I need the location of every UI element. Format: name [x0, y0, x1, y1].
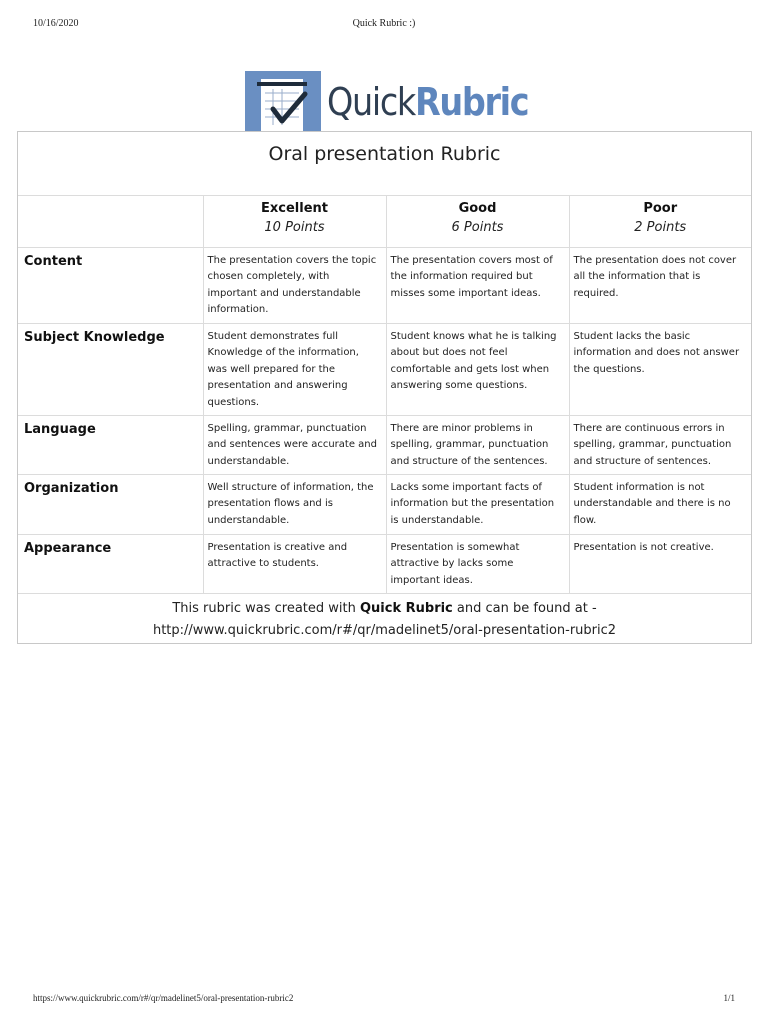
rubric-row-content — [18, 247, 751, 323]
quick-rubric-logo[interactable] — [245, 71, 556, 132]
category-label: Content — [18, 247, 203, 323]
criterion-cell: There are minor problems in spelling, grammar, punctuation and structure of the sentences. — [386, 415, 569, 474]
rubric-checklist-icon — [245, 71, 321, 132]
criterion-cell: The presentation does not cover all the information that is required. — [569, 247, 751, 323]
attribution-suffix: and can be found at - — [452, 601, 597, 616]
logo-word-quick: Quick — [327, 79, 415, 124]
print-footer-url: https://www.quickrubric.com/r#/qr/madelinet5/oral-presentation-rubric2 — [33, 993, 294, 1003]
criterion-cell: Student information is not understandable and there is no flow. — [569, 474, 751, 534]
rubric-title: Oral presentation Rubric — [268, 143, 501, 165]
print-header-date: 10/16/2020 — [33, 18, 79, 29]
rubric-header-row — [18, 195, 751, 247]
rubric-title-bar — [18, 132, 751, 196]
criterion-cell: The presentation covers the topic chosen completely, with important and understandable information. — [203, 247, 386, 323]
rubric-table-container — [17, 131, 752, 644]
category-label: Subject Knowledge — [18, 323, 203, 415]
rubric-checklist-icon-svg — [245, 71, 321, 132]
criterion-cell: Spelling, grammar, punctuation and sentences were accurate and understandable. — [203, 415, 386, 474]
rubric-grid — [18, 195, 751, 594]
level-header-poor — [569, 195, 751, 247]
criterion-cell: Lacks some important facts of information but the presentation is understandable. — [386, 474, 569, 534]
rubric-row-subject-knowledge — [18, 323, 751, 415]
criterion-cell: Presentation is creative and attractive to students. — [203, 534, 386, 593]
logo-word-rubric: Rubric — [414, 79, 529, 124]
criterion-cell: Presentation is somewhat attractive by lacks some important ideas. — [386, 534, 569, 593]
criterion-cell: Student knows what he is talking about but does not feel comfortable and gets lost when answering some questions. — [386, 323, 569, 415]
rubric-corner-cell — [18, 195, 203, 247]
criterion-cell: Well structure of information, the presentation flows and is understandable. — [203, 474, 386, 534]
level-name: Excellent — [261, 201, 328, 216]
level-name: Poor — [643, 201, 678, 216]
attribution-brand: Quick Rubric — [359, 601, 453, 616]
criterion-cell: Student lacks the basic information and does not answer the questions. — [569, 323, 751, 415]
rubric-source-link[interactable]: http://www.quickrubric.com/r#/qr/madelinet5/oral-presentation-rubric2 — [152, 622, 617, 638]
category-label: Language — [18, 415, 203, 474]
logo-wordmark — [327, 80, 528, 124]
criterion-cell: Student demonstrates full Knowledge of the information, was well prepared for the presentation and answering questions. — [203, 323, 386, 415]
category-label: Appearance — [18, 534, 203, 593]
attribution-prefix: This rubric was created with — [172, 601, 360, 616]
rubric-row-language — [18, 415, 751, 474]
criterion-cell: There are continuous errors in spelling, grammar, punctuation and structure of sentences. — [569, 415, 751, 474]
level-points: 10 Points — [264, 220, 325, 235]
level-points: 2 Points — [634, 220, 687, 235]
rubric-attribution — [18, 593, 751, 644]
print-header-title: Quick Rubric :) — [352, 18, 416, 29]
rubric-row-appearance — [18, 534, 751, 593]
criterion-cell: The presentation covers most of the information required but misses some important ideas. — [386, 247, 569, 323]
level-header-excellent — [203, 195, 386, 247]
criterion-cell: Presentation is not creative. — [569, 534, 751, 593]
print-footer-page-number: 1/1 — [723, 993, 735, 1003]
level-name: Good — [458, 201, 497, 216]
level-header-good — [386, 195, 569, 247]
rubric-row-organization — [18, 474, 751, 534]
category-label: Organization — [18, 474, 203, 534]
level-points: 6 Points — [451, 220, 504, 235]
